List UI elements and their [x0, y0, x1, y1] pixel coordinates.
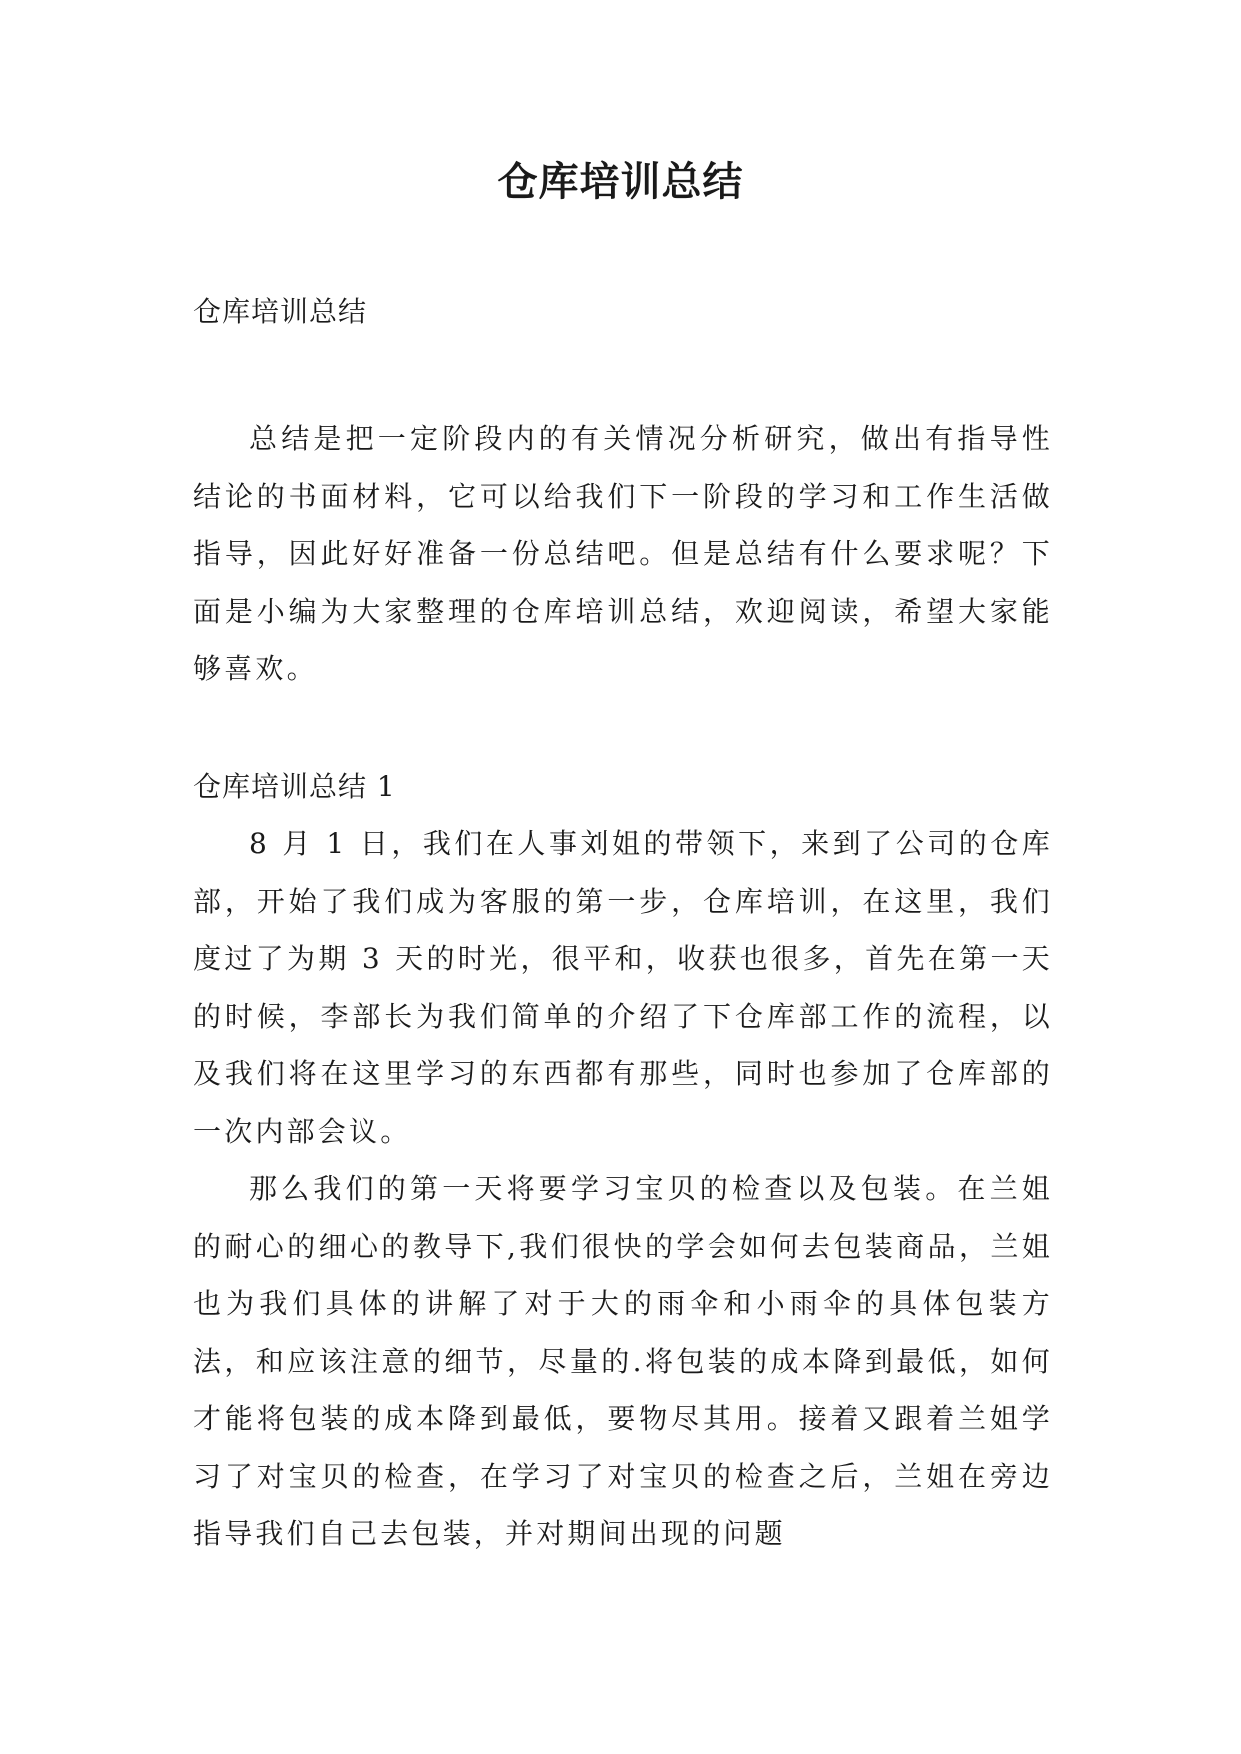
body-paragraph-1: 8 月 1 日，我们在人事刘姐的带领下，来到了公司的仓库部，开始了我们成为客服的第一步，仓库培训，在这里，我们度过了为期 3 天的时光，很平和，收获也很多，首先在第一天的时候，李部长为我们简单的介绍了下仓库部工作的流程，以及我们将在这里学习的东西都有那些，同时也参加了仓库部的一次内部会议。: [193, 827, 1053, 1148]
section-heading: 仓库培训总结 1: [193, 769, 396, 803]
document-subtitle: 仓库培训总结: [193, 295, 368, 328]
body-paragraph-2: 那么我们的第一天将要学习宝贝的检查以及包装。在兰姐的耐心的细心的教导下,我们很快的学会如何去包装商品，兰姐也为我们具体的讲解了对于大的雨伞和小雨伞的具体包装方法，和应该注意的细节，尽量的.将包装的成本降到最低，如何才能将包装的成本降到最低，要物尽其用。接着又跟着兰姐学习了对宝贝的检查，在学习了对宝贝的检查之后，兰姐在旁边指导我们自己去包装，并对期间出现的问题: [193, 1172, 1053, 1550]
intro-paragraph: 总结是把一定阶段内的有关情况分析研究，做出有指导性结论的书面材料，它可以给我们下一阶段的学习和工作生活做指导，因此好好准备一份总结吧。但是总结有什么要求呢？下面是小编为大家整理的仓库培训总结，欢迎阅读，希望大家能够喜欢。: [193, 422, 1053, 685]
document-title: 仓库培训总结: [497, 159, 744, 205]
document-body: [193, 292, 1053, 1563]
